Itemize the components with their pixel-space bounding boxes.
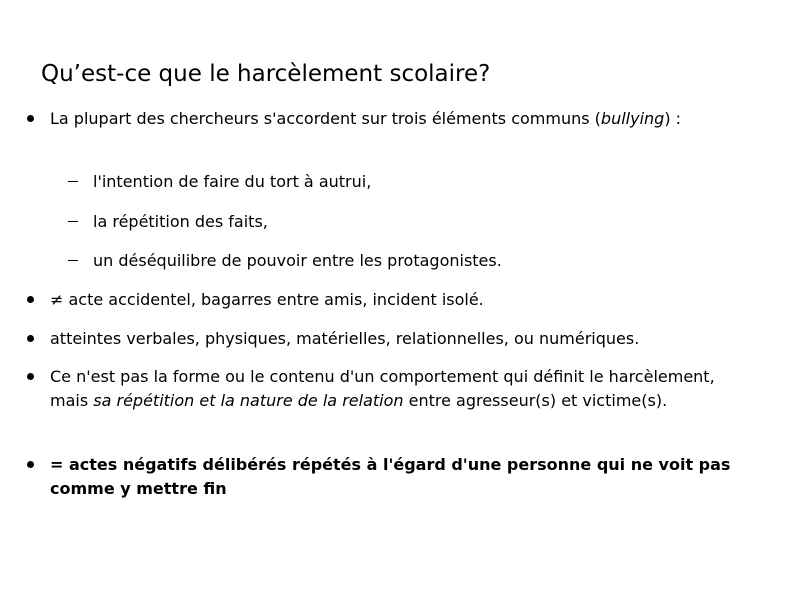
sub-item-power-imbalance: un déséquilibre de pouvoir entre les protagonistes. xyxy=(68,249,502,273)
bullet-text: Ce n'est pas la forme ou le contenu d'un comportement qui définit le harcèlement, mais sa répétition et la nature de la relation entre agresseur(s) et victime(s). xyxy=(50,367,715,410)
sub-item-repetition: la répétition des faits, xyxy=(68,210,268,234)
bullet-text: La plupart des chercheurs s'accordent sur trois éléments communs (bullying) : xyxy=(50,109,682,128)
bullying-term: bullying xyxy=(600,109,665,128)
dash-icon xyxy=(68,181,78,182)
sub-item-intention: l'intention de faire du tort à autrui, xyxy=(68,170,371,194)
bullet-dot-icon xyxy=(27,296,34,303)
emphasis-text: sa répétition et la nature de la relation xyxy=(93,390,404,410)
dash-icon xyxy=(68,221,78,222)
bullet-item-definition xyxy=(27,365,757,412)
dash-icon xyxy=(68,260,78,261)
bullet-item-not-accidental: ≠ acte accidentel, bagarres entre amis, incident isolé. xyxy=(27,288,757,312)
bullet-item-common-elements xyxy=(27,107,757,131)
bullet-dot-icon xyxy=(27,335,34,342)
bullet-dot-icon xyxy=(27,373,34,380)
bullet-item-summary: = actes négatifs délibérés répétés à l'égard d'une personne qui ne voit pas comme y mettre fin xyxy=(27,453,757,500)
slide-title: Qu’est-ce que le harcèlement scolaire? xyxy=(41,61,491,87)
bullet-item-attack-types: atteintes verbales, physiques, matérielles, relationnelles, ou numériques. xyxy=(27,327,757,351)
bullet-dot-icon xyxy=(27,461,34,468)
bullet-dot-icon xyxy=(27,115,34,122)
